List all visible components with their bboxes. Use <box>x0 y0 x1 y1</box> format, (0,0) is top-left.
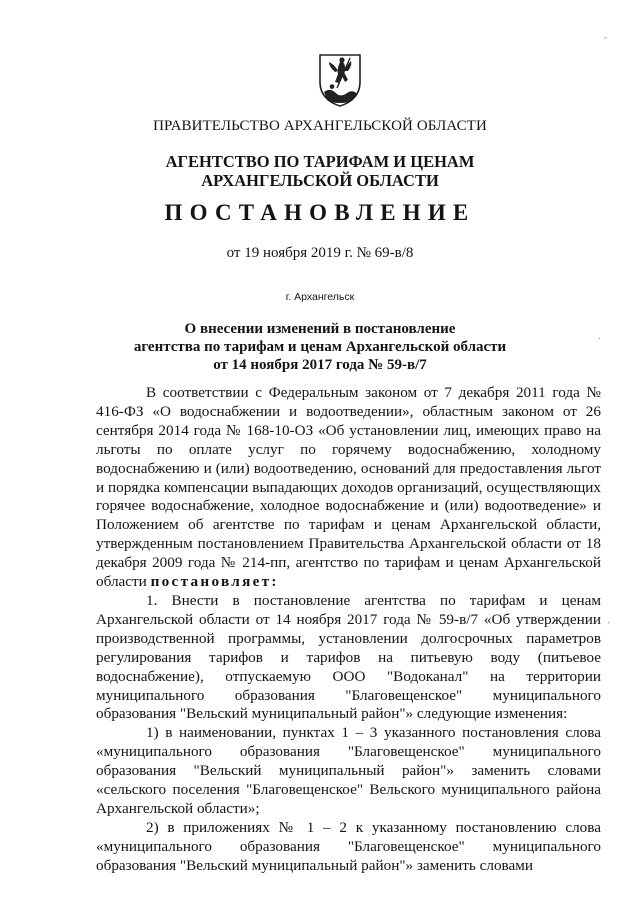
preamble-paragraph <box>96 384 601 592</box>
agency-name <box>0 152 640 190</box>
document-type-title: ПОСТАНОВЛЕНИЕ <box>164 200 476 225</box>
scan-artifact: ' <box>608 620 610 630</box>
arkhangelsk-coat-of-arms-icon <box>317 52 363 108</box>
subject-line2: агентства по тарифам и ценам Архангельской области <box>133 339 507 355</box>
government-name: ПРАВИТЕЛЬСТВО АРХАНГЕЛЬСКОЙ ОБЛАСТИ <box>153 118 487 134</box>
preamble-text: В соответствии с Федеральным законом от 7 декабря 2011 года № 416-ФЗ «О водоснабжении и водоотведении», областным законом от 26 сентября 2014 года № 168-10-ОЗ «Об установлении лиц, имеющих право на льготы по оплате услуг по горячему водоснабжению, холодному водоснабжению и (или) водоотведению, оснований для предоставления льгот и порядка компенсации выпадающих доходов организаций, осуществляющих горячее водоснабжение, холодное водоснабжение и (или) водоотведение» и Положением об агентстве по тарифам и ценам Архангельской области, утвержденным постановлением Правительства Архангельской области от 18 декабря 2009 года № 214-пп, агентство по тарифам и ценам Архангельской области <box>96 384 601 591</box>
document-city: г. Архангельск <box>285 291 355 303</box>
scan-artifact: ˇ <box>604 36 607 46</box>
item-1-paragraph: 1. Внести в постановление агентства по тарифам и ценам Архангельской области от 14 ноября 2017 года № 59-в/7 «Об утверждении производственной программы, установлении долгосрочных параметров регулирования тарифов и тарифов на питьевую воду (питьевое водоснабжение), отпускаемую ООО "Водоканал" на территории муниципального образования "Благовещенское" муниципального образования "Вельский муниципальный район"» следующие изменения: <box>96 591 601 723</box>
item-1-2-paragraph: 2) в приложениях № 1 – 2 к указанному постановлению слова «муниципального образования "Благовещенское" муниципального образования "Вельский муниципальный район"» заменить словами <box>96 818 601 874</box>
item-1-1-paragraph: 1) в наименовании, пунктах 1 – 3 указанного постановления слова «муниципального образования "Благовещенское" муниципального образования "Вельский муниципальный район"» заменить словами «сельского поселения "Благовещенское" Вельского муниципального района Архангельской области»; <box>96 724 601 817</box>
document-subject <box>0 320 640 374</box>
scan-artifact: · <box>598 333 601 343</box>
agency-name-line2: АРХАНГЕЛЬСКОЙ ОБЛАСТИ <box>201 171 439 190</box>
subject-line3: от 14 ноября 2017 года № 59-в/7 <box>213 357 427 373</box>
document-body <box>96 384 601 876</box>
agency-name-line1: АГЕНТСТВО ПО ТАРИФАМ И ЦЕНАМ <box>165 152 475 171</box>
decrees-word: постановляет: <box>150 573 279 591</box>
subject-line1: О внесении изменений в постановление <box>184 321 456 337</box>
document-date-number: от 19 ноября 2019 г. № 69-в/8 <box>226 245 414 261</box>
